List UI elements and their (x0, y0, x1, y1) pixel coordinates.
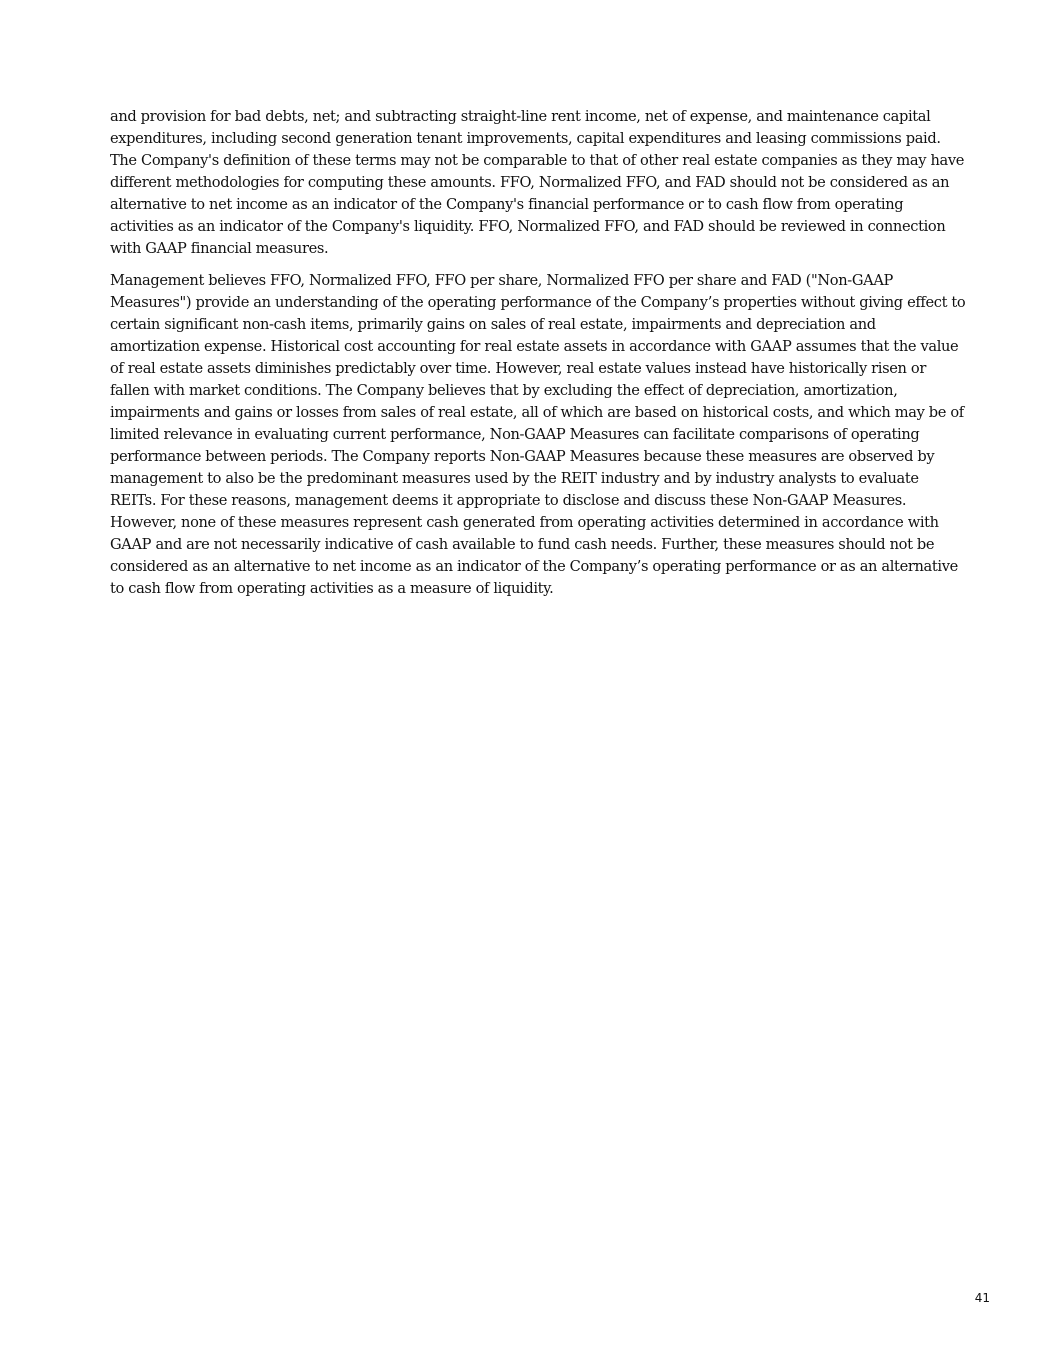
page-number: 41 (974, 1291, 990, 1305)
paragraph-ffo-definition-continued: and provision for bad debts, net; and subtracting straight-line rent income, net of expense, and maintenance capital expenditures, including second generation tenant improvements, capital expenditures and leasing commissions paid. The Company's definition of these terms may not be comparable to that of other real estate companies as they may have different methodologies for computing these amounts. FFO, Normalized FFO, and FAD should not be considered as an alternative to net income as an indicator of the Company's financial performance or to cash flow from operating activities as an indicator of the Company's liquidity. FFO, Normalized FFO, and FAD should be reviewed in connection with GAAP financial measures. (110, 108, 965, 257)
paragraph-non-gaap-measures: Management believes FFO, Normalized FFO, FFO per share, Normalized FFO per share and FAD ("Non-GAAP Measures") provide an understanding of the operating performance of the Company’s properties without giving effect to certain significant non-cash items, primarily gains on sales of real estate, impairments and depreciation and amortization expense. Historical cost accounting for real estate assets in accordance with GAAP assumes that the value of real estate assets diminishes predictably over time. However, real estate values instead have historically risen or fallen with market conditions. The Company believes that by excluding the effect of depreciation, amortization, impairments and gains or losses from sales of real estate, all of which are based on historical costs, and which may be of limited relevance in evaluating current performance, Non-GAAP Measures can facilitate comparisons of operating performance between periods. The Company reports Non-GAAP Measures because these measures are observed by management to also be the predominant measures used by the REIT industry and by industry analysts to evaluate REITs. For these reasons, management deems it appropriate to disclose and discuss these Non-GAAP Measures. However, none of these measures represent cash generated from operating activities determined in accordance with GAAP and are not necessarily indicative of cash available to fund cash needs. Further, these measures should not be considered as an alternative to net income as an indicator of the Company’s operating performance or as an alternative to cash flow from operating activities as a measure of liquidity. (110, 272, 966, 597)
body-text (110, 106, 968, 610)
